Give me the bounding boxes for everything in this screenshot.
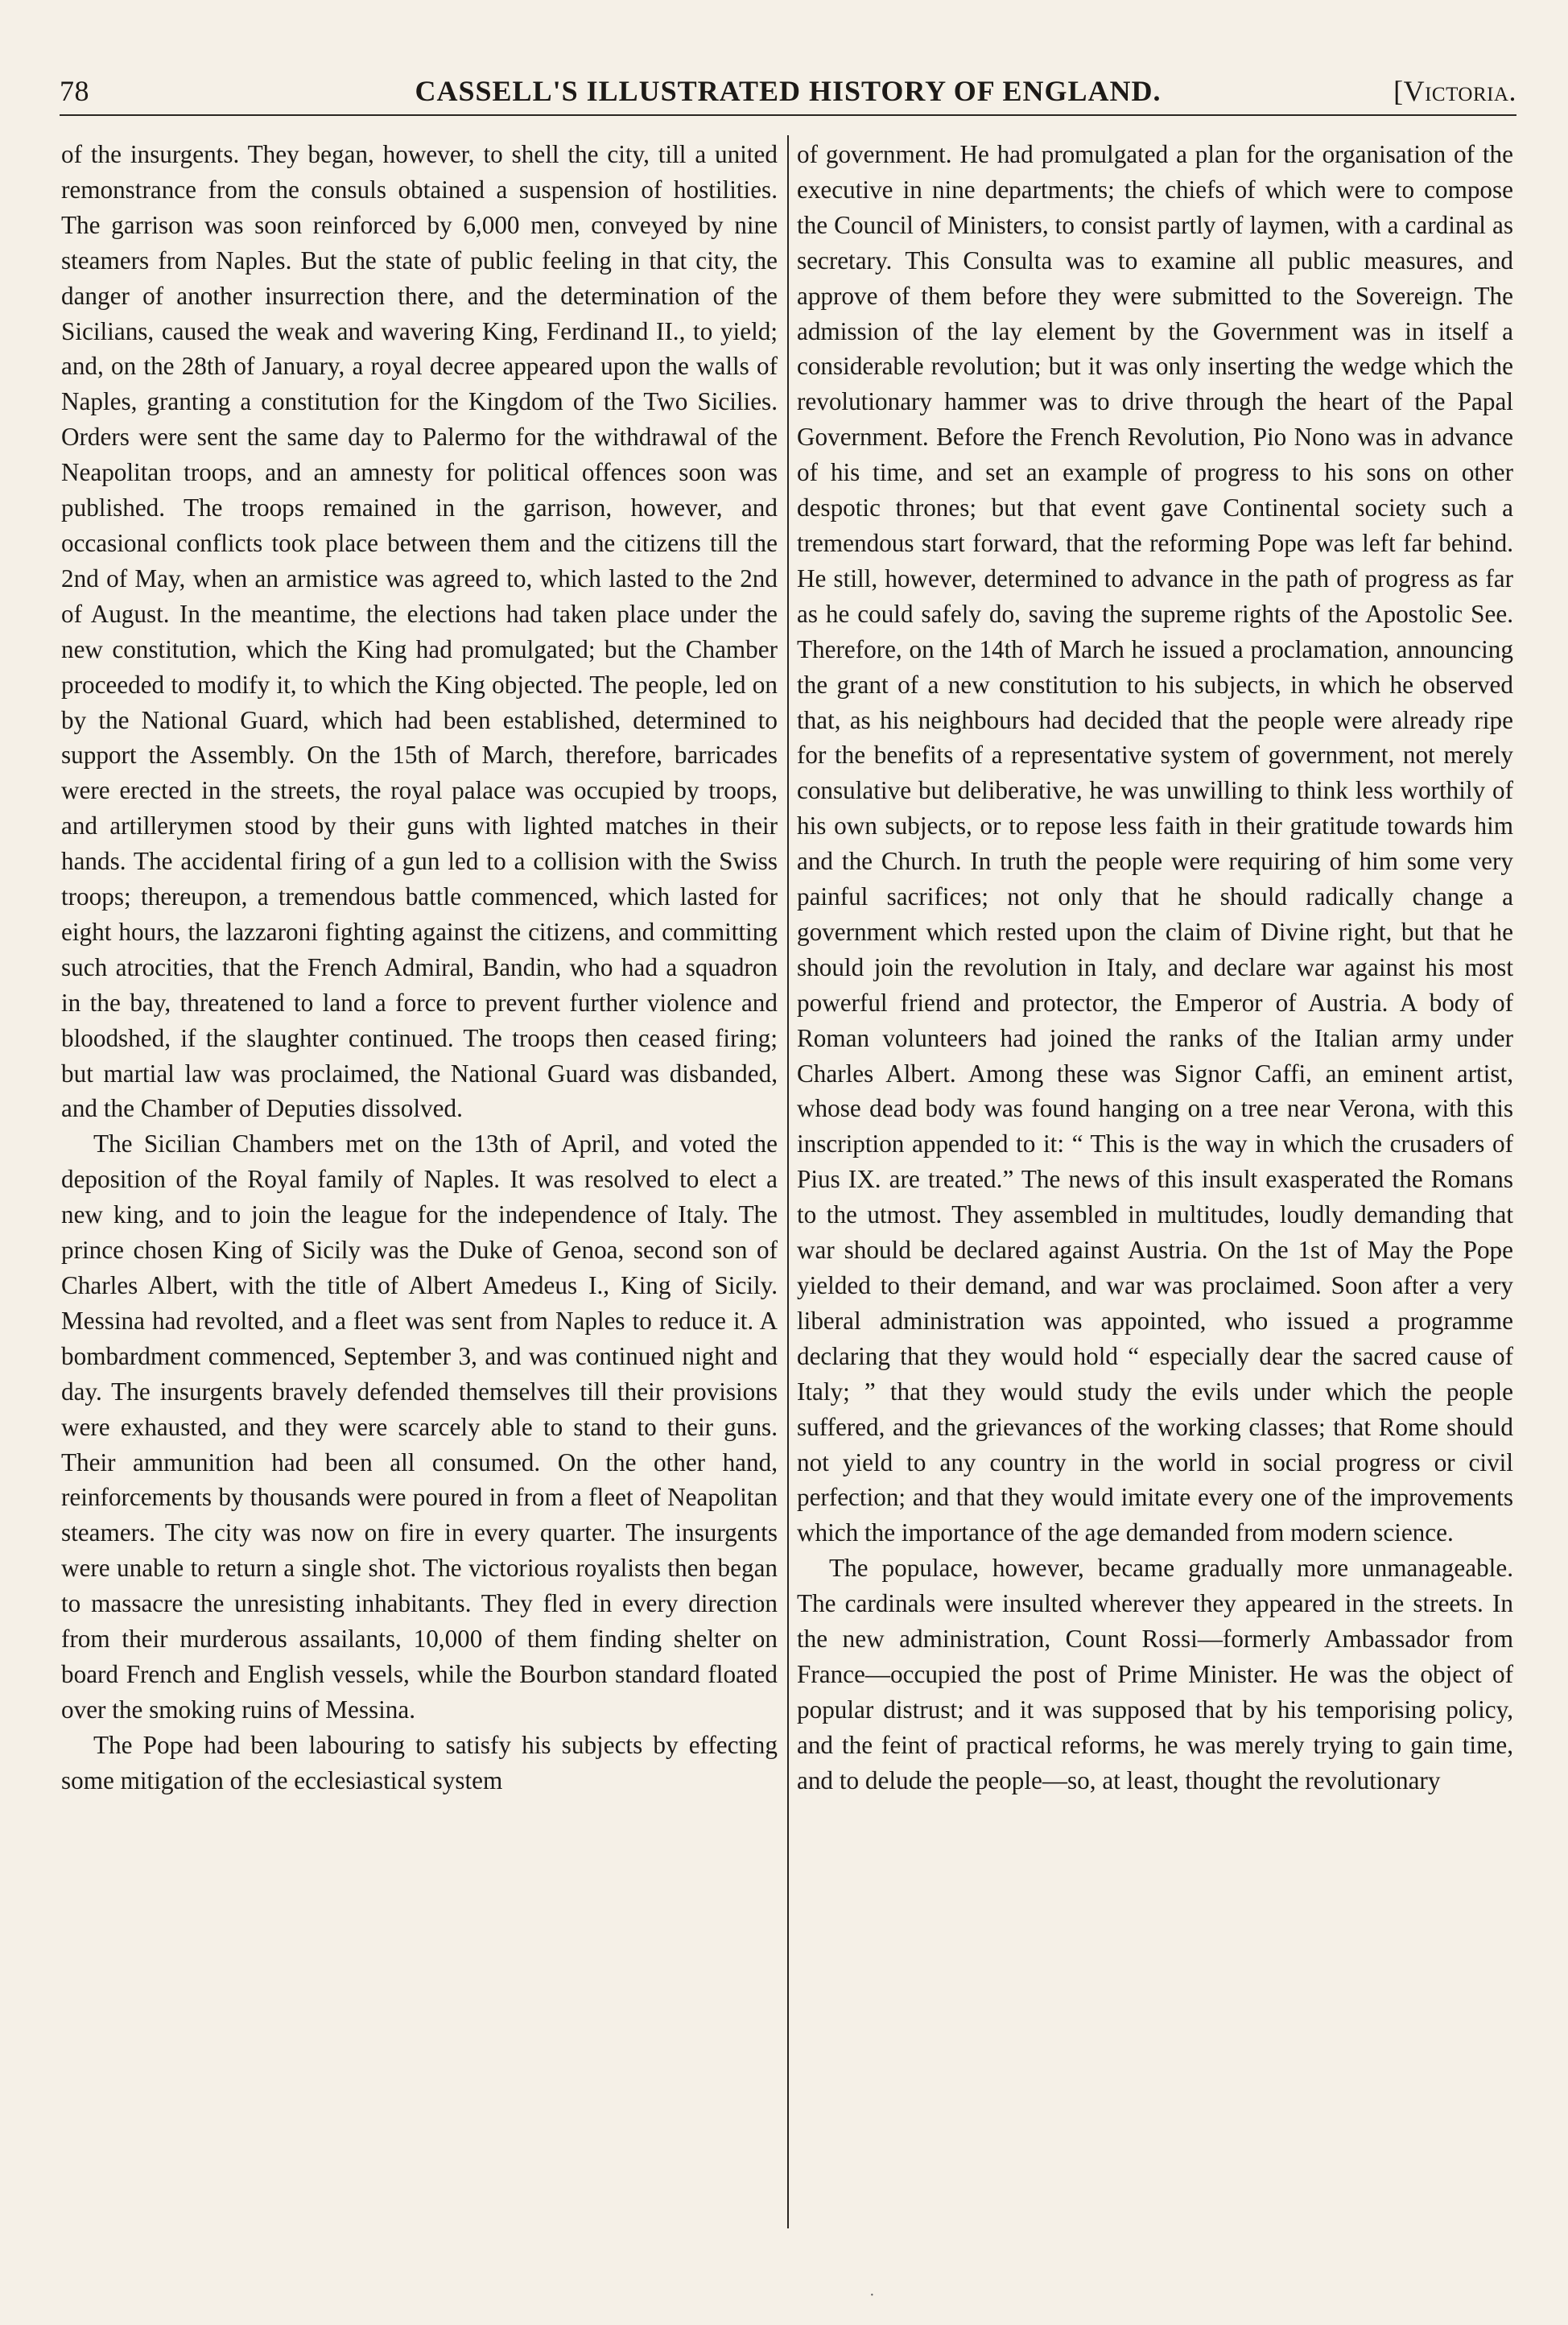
left-paragraph-3: The Pope had been labouring to satisfy his subjects by effecting some mitigation of the ecclesiastical system [61,1730,778,1794]
column-divider [787,135,789,2228]
bottom-mark: · [869,2286,875,2304]
left-paragraph-2: The Sicilian Chambers met on the 13th of April, and voted the deposition of the Royal family of Naples. It was resolved to elect a new king, and to join the league for the independence of Italy. The prince chosen King of Sicily was the Duke of Genoa, second son of Charles Albert, with the title of Albert Amedeus I., King of Sicily. Messina had revolted, and a fleet was sent from Naples to reduce it. A bombardment commenced, September 3, and was continued night and day. The insurgents bravely defended themselves till their provisions were exhausted, and they were scarcely able to stand to their guns. Their ammunition had been all consumed. On the other hand, reinforcements by thousands were poured in from a fleet of Neapolitan steamers. The city was now on fire in every quarter. The insurgents were unable to return a single shot. The victorious royalists then began to massacre the unresisting inhabitants. They fled in every direction from their murderous assailants, 10,000 of them finding shelter on board French and English vessels, while the Bourbon standard floated over the smoking ruins of Messina. [61,1129,778,1724]
right-paragraph-2: The populace, however, became gradually more unmanageable. The cardinals were insulted wherever they appeared in the streets. In the new administration, Count Rossi—formerly Ambassador from France—occupied the post of Prime Minister. He was the object of popular distrust; and it was supposed that by his temporising policy, and the feint of practical reforms, he was merely trying to gain time, and to delude the people—so, at least, thought the revolutionary [797,1554,1513,1794]
left-column [61,137,778,1798]
page-header [60,66,1516,114]
right-column [797,137,1513,1798]
left-paragraph-1: of the insurgents. They began, however, to shell the city, till a united remonstrance from the consuls obtained a suspension of hostilities. The garrison was soon reinforced by 6,000 men, conveyed by nine steamers from Naples. But the state of public feeling in that city, the danger of another insurrection there, and the determination of the Sicilians, caused the weak and wavering King, Ferdinand II., to yield; and, on the 28th of January, a royal decree appeared upon the walls of Naples, granting a constitution for the Kingdom of the Two Sicilies. Orders were sent the same day to Palermo for the withdrawal of the Neapolitan troops, and an amnesty for political offences soon was published. The troops remained in the garrison, however, and occasional conflicts took place between them and the citizens till the 2nd of May, when an armistice was agreed to, which lasted to the 2nd of August. In the meantime, the elections had taken place under the new constitution, which the King had promulgated; but the Chamber proceeded to modify it, to which the King objected. The people, led on by the National Guard, which had been established, determined to support the Assembly. On the 15th of March, therefore, barricades were erected in the streets, the royal palace was occupied by troops, and artillerymen stood by their guns with lighted matches in their hands. The accidental firing of a gun led to a collision with the Swiss troops; thereupon, a tremendous battle commenced, which lasted for eight hours, the lazzaroni fighting against the citizens, and committing such atrocities, that the French Admiral, Bandin, who had a squadron in the bay, threatened to land a force to prevent further violence and bloodshed, if the slaughter continued. The troops then ceased firing; but martial law was proclaimed, the National Guard was disbanded, and the Chamber of Deputies dissolved. [61,140,778,1123]
reign-label: [Victoria. [1393,75,1516,107]
right-paragraph-1: of government. He had promulgated a plan for the organisation of the executive in nine departments; the chiefs of which were to compose the Council of Ministers, to consist partly of laymen, with a cardinal as secretary. This Consulta was to examine all public measures, and approve of them before they were submitted to the Sovereign. The admission of the lay element by the Government was in itself a considerable revolution; but it was only inserting the wedge which the revolutionary hammer was to drive through the heart of the Papal Government. Before the French Revolution, Pio Nono was in advance of his time, and set an example of progress to his sons on other despotic thrones; but that event gave Continental society such a tremendous start forward, that the reforming Pope was left far behind. He still, however, determined to advance in the path of progress as far as he could safely do, saving the supreme rights of the Apostolic See. Therefore, on the 14th of March he issued a proclamation, announcing the grant of a new constitution to his subjects, in which he observed that, as his neighbours had decided that the people were already ripe for the benefits of a representative system of government, not merely consulative but deliberative, he was unwilling to think less worthily of his own subjects, or to repose less faith in their gratitude towards him and the Church. In truth the people were requiring of him some very painful sacrifices; not only that he should radically change a government which rested upon the claim of Divine right, but that he should join the revolution in Italy, and declare war against his most powerful friend and protector, the Emperor of Austria. A body of Roman volunteers had joined the ranks of the Italian army under Charles Albert. Among these was Signor Caffi, an eminent artist, whose dead body was found hanging on a tree near Verona, with this inscription appended to it: “ This is the way in which the crusaders of Pius IX. are treated.” The news of this insult exasperated the Romans to the utmost. They assembled in multitudes, loudly demanding that war should be declared against Austria. On the 1st of May the Pope yielded to their demand, and war was proclaimed. Soon after a very liberal administration was appointed, who issued a programme declaring that they would hold “ especially dear the sacred cause of Italy; ” that they would study the evils under which the people suffered, and the grievances of the working classes; that Rome should not yield to any country in the world in social progress or civil perfection; and that they would imitate every one of the improvements which the importance of the age demanded from modern science. [797,140,1513,1547]
running-title: CASSELL'S ILLUSTRATED HISTORY OF ENGLAND. [415,75,1162,107]
header-rule [60,114,1516,116]
page-number: 78 [60,75,89,107]
